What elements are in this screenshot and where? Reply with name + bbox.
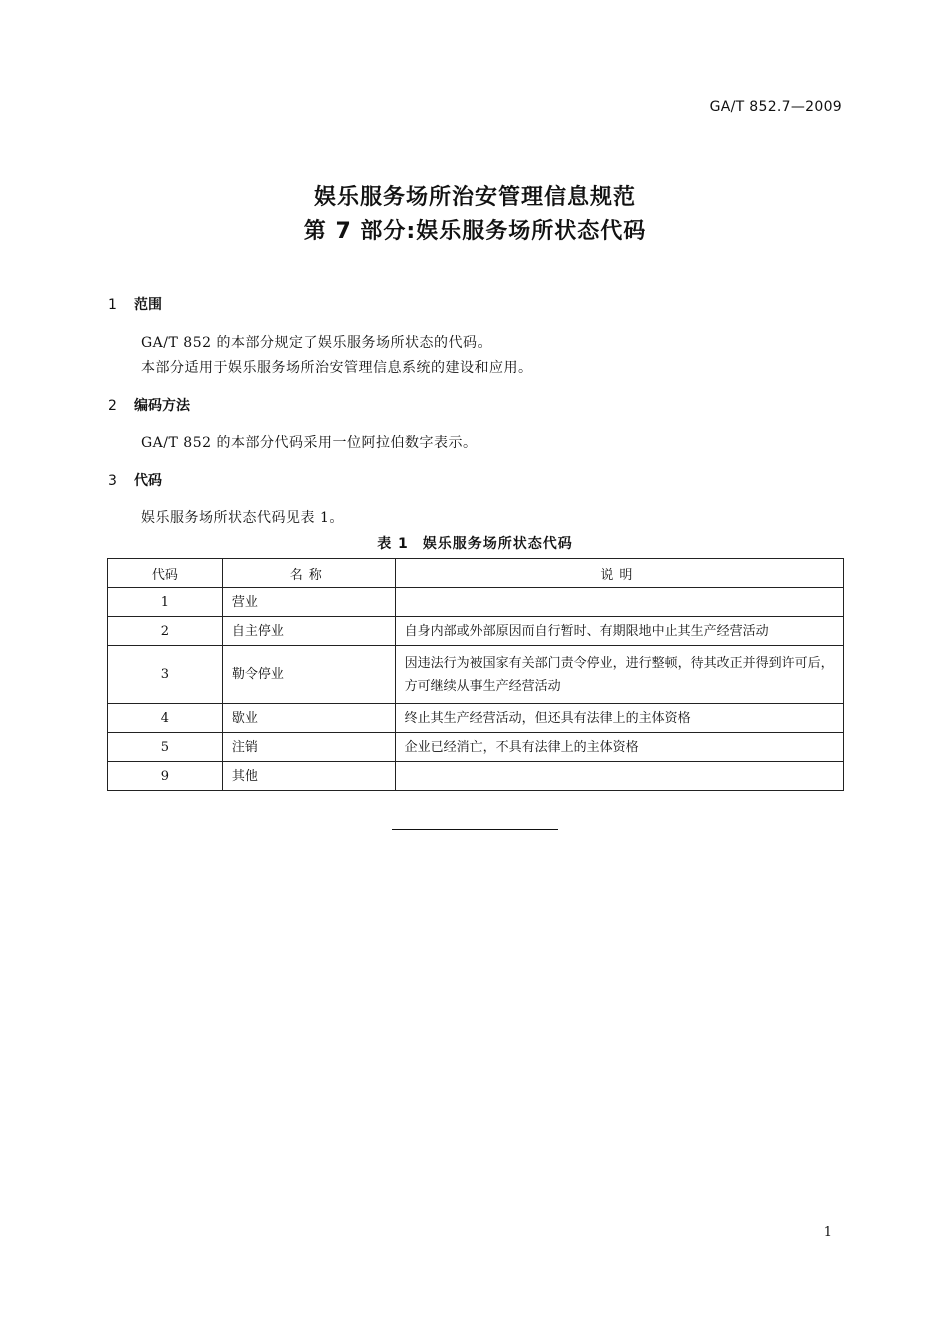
table-row: [108, 588, 844, 617]
section-3-paragraph-1: 娱乐服务场所状态代码见表 1。: [141, 510, 344, 526]
status-code-table: [107, 558, 844, 791]
section-3-heading: [108, 470, 162, 490]
document-subtitle: 第 7 部分:娱乐服务场所状态代码: [303, 219, 647, 244]
end-of-document-rule: [392, 829, 558, 830]
document-title: 娱乐服务场所治安管理信息规范: [313, 185, 636, 210]
section-title: 范围: [134, 297, 162, 313]
table-header-row: [108, 559, 844, 588]
section-title: 代码: [134, 473, 162, 489]
column-header-name: 名称: [222, 559, 395, 588]
code-cell: 3: [108, 646, 223, 704]
name-cell: 歇业: [222, 704, 395, 733]
name-cell: 自主停业: [222, 617, 395, 646]
column-header-code: 代码: [108, 559, 223, 588]
section-1-heading: [108, 294, 162, 314]
code-cell: 5: [108, 733, 223, 762]
table-caption: [0, 533, 950, 553]
table-row: [108, 762, 844, 791]
code-cell: 9: [108, 762, 223, 791]
table-row: [108, 617, 844, 646]
column-header-description: 说明: [395, 559, 843, 588]
description-cell: [395, 588, 843, 617]
name-cell: 其他: [222, 762, 395, 791]
table-caption-number: 表 1: [377, 536, 409, 552]
section-title: 编码方法: [134, 398, 190, 414]
page-number: 1: [823, 1225, 832, 1240]
table-row: [108, 733, 844, 762]
section-1-paragraph-1: GA/T 852 的本部分规定了娱乐服务场所状态的代码。: [141, 335, 492, 351]
section-number: 3: [108, 473, 117, 489]
table-caption-title: 娱乐服务场所状态代码: [422, 536, 573, 552]
description-cell: 自身内部或外部原因而自行暂时、有期限地中止其生产经营活动: [395, 617, 843, 646]
standard-code: GA/T 852.7—2009: [709, 99, 842, 115]
section-number: 1: [108, 297, 117, 313]
section-number: 2: [108, 398, 117, 414]
code-cell: 2: [108, 617, 223, 646]
name-cell: 注销: [222, 733, 395, 762]
table-row: [108, 704, 844, 733]
section-2-paragraph-1: GA/T 852 的本部分代码采用一位阿拉伯数字表示。: [141, 435, 478, 451]
description-cell: 因违法行为被国家有关部门责令停业，进行整顿，待其改正并得到许可后，方可继续从事生产经营活动: [395, 646, 843, 704]
name-cell: 营业: [222, 588, 395, 617]
table-row: [108, 646, 844, 704]
description-cell: 终止其生产经营活动，但还具有法律上的主体资格: [395, 704, 843, 733]
description-cell: [395, 762, 843, 791]
code-cell: 4: [108, 704, 223, 733]
section-2-heading: [108, 395, 190, 415]
section-1-paragraph-2: 本部分适用于娱乐服务场所治安管理信息系统的建设和应用。: [141, 360, 533, 376]
code-cell: 1: [108, 588, 223, 617]
name-cell: 勒令停业: [222, 646, 395, 704]
description-cell: 企业已经消亡，不具有法律上的主体资格: [395, 733, 843, 762]
